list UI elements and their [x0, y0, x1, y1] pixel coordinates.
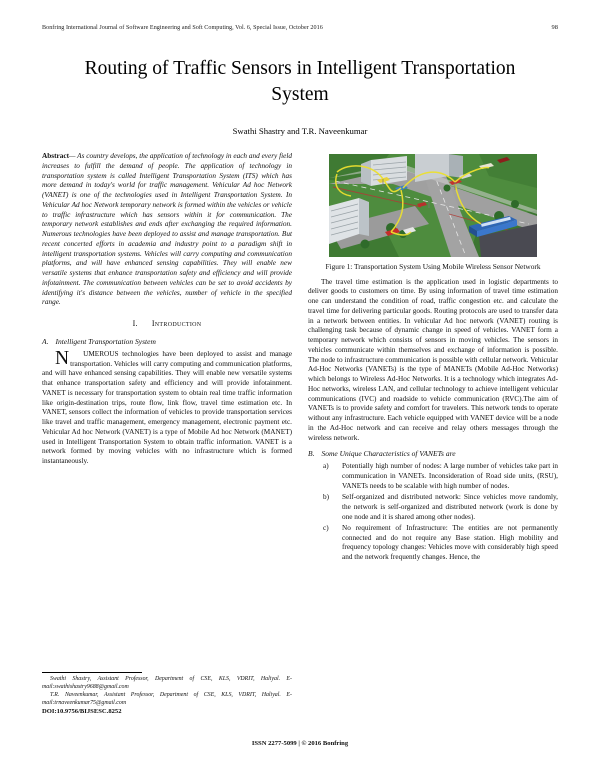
running-head [42, 24, 558, 31]
abstract-paragraph [42, 152, 292, 308]
abstract-dash: — [68, 152, 76, 160]
abstract-label: Abstract [42, 152, 69, 160]
intro-smallcaps: UMEROUS [83, 349, 119, 358]
abstract-text: As country develops, the application of technology in each and every field increases to fulfill the demand of people. The application of technology in transportation system is called Intelligent Transportation System (ITS) which has more demand in today's world for traffic management. Vehicular Ad hoc Network (VANET) is one of the technologies used in Intelligent Transportation System. In Vehicular Ad hoc Network temporary network is formed within the vehicles or vehicle to traffic infrastructure which has sensors within it for communication. The temporary network establishes and ends after exchanging the required information. Numerous technologies have been deployed to assist and manage transportation. But recent concerted efforts in academia and industry point to a paradigm shift in intelligent transportation systems. Vehicles will carry computing and communication platforms, and will have enhanced sensing capabilities. They will enable new versatile systems that enhance transportation safety and efficiency and will provide infotainment. The communication between vehicles can be set to avoid accidents by identifying it's distance between the vehicles, number of vehicle in the specified range. [42, 152, 292, 307]
list-item [323, 462, 558, 491]
footnote-author-2: T.R. Naveenkumar, Assistant Professor, Department of CSE, KLS, VDRIT, Haliyal. E-mail:trnaveenkumar75@gmail.com [42, 691, 292, 706]
subsection-title-b: Some Unique Characteristics of VANETs are [321, 449, 456, 459]
page-footer: ISSN 2277-5099 | © 2016 Bonfring [251, 740, 349, 747]
doi-text: DOI:10.9756/BIJSESC.8252 [42, 708, 122, 716]
subsection-heading-a [42, 337, 292, 347]
list-item-marker: c) [323, 523, 329, 532]
list-item-text: No requirement of Infrastructure: The entities are not permanently connected and do not require any Base station. High mobility and frequency topology changes: Vehicles move with considerably high speed and the network frequently changes. Hence, the [342, 523, 558, 562]
section-title: Introduction [151, 319, 202, 328]
list-item-text: Potentially high number of nodes: A large number of vehicles take part in communication in VANETs. Inconsideration of Road side units, (RSU), VANETs needs to be scalable with high number of nodes. [342, 462, 558, 490]
journal-citation: Bonfring International Journal of Software Engineering and Soft Computing, Vol. 6, Special Issue, October 2016 [42, 25, 323, 31]
list-item-text: Self-organized and distributed network: Since vehicles move randomly, the network is self-organized and distributed network (work is done by one node and it is shared among other nodes). [342, 493, 558, 521]
figure-graphic [329, 154, 537, 257]
subsection-heading-b [308, 449, 558, 459]
page-title: Routing of Traffic Sensors in Intelligent Transportation System [84, 58, 516, 105]
footnote-rule [42, 672, 142, 673]
transportation-system-illustration [329, 154, 537, 257]
intro-paragraph [42, 347, 292, 467]
section-heading-introduction [42, 319, 292, 330]
footnote-block [42, 672, 292, 717]
section-number: I. [132, 319, 138, 328]
intro-body-text: technologies have been deployed to assist and manage transportation. Vehicles will carry computing and communication platforms, and will have enhanced sensing capabilities. They will enable new versatile systems that enhance transportation safety and efficiency and will provide infotainment. VANET is necessary for transportation system to obtain real time traffic information like origin-destination trips, route flow, link flow, travel time estimation etc. In VANET, sensors collect the information of vehicles to provide transportation services like travel and traffic management, emergency management, electronic payment etc. Vehicular Ad hoc Network (VANET) is a type of Mobile Ad hoc Network (MANET) used in Intelligent Transportation System to obtain traffic information. VANET is a network formed by moving vehicles with no infrastructure which is formed instantaneously. [42, 349, 292, 466]
author-byline: Swathi Shastry and T.R. Naveenkumar [232, 126, 368, 136]
left-column [42, 152, 292, 670]
subsection-label-b: B. [308, 449, 315, 459]
list-item-marker: a) [323, 462, 329, 471]
characteristics-list [308, 462, 558, 563]
list-item [323, 523, 558, 563]
subsection-title: Intelligent Transportation System [55, 336, 156, 346]
drop-cap: N [55, 347, 70, 369]
two-column-body [42, 152, 558, 670]
figure-caption: Figure 1: Transportation System Using Mobile Wireless Sensor Network [325, 262, 541, 271]
figure-1 [308, 154, 558, 272]
page-number: 98 [551, 24, 558, 31]
right-column [308, 152, 558, 670]
list-item [323, 493, 558, 522]
right-column-paragraph-1: The travel time estimation is the application used in logistic departments to deliver goods to customers on time. By using information of travel time estimation one can understand the condition of road, traffic congestion etc. and calculate the travel time for delivering particular goods. Routing protocols are used to transfer data in a network between entities. In vehicular Ad hoc network (VANET) routing is challenging task because of dynamic change in speed of vehicles. VANET form a temporary network which consists of sensors in moving vehicles. The sensors in vehicles communicate within themselves and exchange of information is possible. The node to infrastructure communication is possible with cellular network. Vehicular Ad-Hoc Networks (VANETs) is the type of MANETs (Mobile Ad-Hoc Networks) which belongs to Wireless Ad-Hoc Networks. It is a technology which integrates Ad-Hoc networks, wireless LAN, and cellular technology to achieve intelligent vehicular communications (IVC) and roadside to vehicle communication (RVC).The aim of VANETs is to provide safety and comfort for travelers. This network tends to operate without any infrastructure. Each vehicle equipped with VANET device will be a node in the Ad-Hoc network and can receive and relay others messages through the wireless network. [308, 277, 558, 442]
subsection-label: A. [42, 336, 49, 346]
footnote-author-1: Swathi Shastry, Assistant Professor, Department of CSE, KLS, VDRIT, Haliyal. E-mail:swathishastry9688@gmail.com [42, 676, 292, 690]
list-item-marker: b) [323, 493, 330, 502]
